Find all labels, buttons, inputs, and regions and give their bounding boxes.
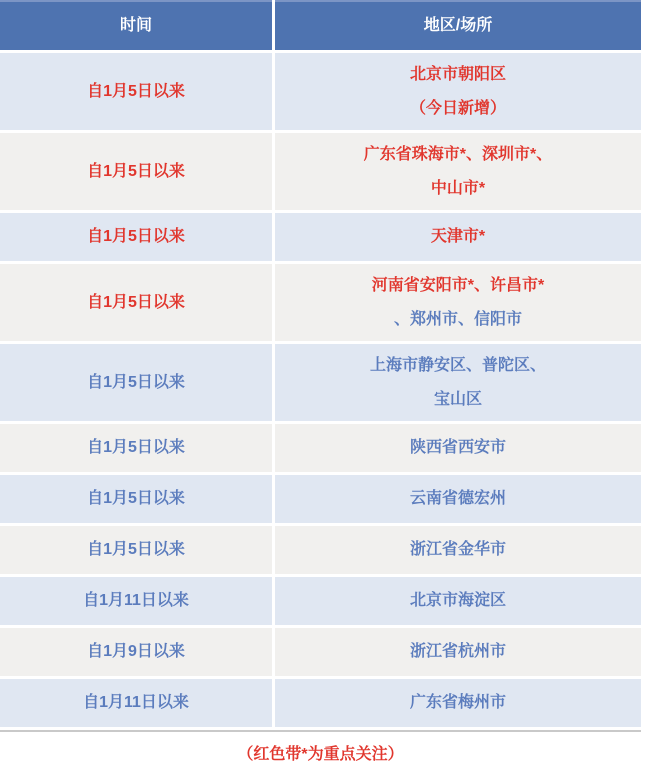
region-line: 北京市朝阳区	[409, 65, 506, 83]
time-cell: 自1月5日以来	[0, 264, 272, 341]
region-cell	[275, 679, 641, 727]
table-row	[0, 53, 641, 130]
table-header-row	[0, 0, 641, 50]
header-cell-time: 时间	[0, 0, 272, 50]
region-cell	[275, 133, 641, 210]
region-line: 天津市*	[430, 228, 486, 245]
time-cell: 自1月5日以来	[0, 475, 272, 523]
table-row	[0, 213, 641, 261]
region-cell	[275, 628, 641, 676]
time-cell: 自1月5日以来	[0, 133, 272, 210]
time-cell: 自1月9日以来	[0, 628, 272, 676]
time-cell: 自1月11日以来	[0, 577, 272, 625]
table-row	[0, 679, 641, 727]
region-cell	[275, 577, 641, 625]
region-line: 、郑州市、信阳市	[393, 310, 522, 328]
table-body	[0, 53, 641, 727]
time-cell: 自1月5日以来	[0, 424, 272, 472]
time-cell: 自1月5日以来	[0, 344, 272, 421]
region-cell	[275, 424, 641, 472]
table-row	[0, 344, 641, 421]
region-cell	[275, 213, 641, 261]
table-row	[0, 133, 641, 210]
region-line: 北京市海淀区	[409, 592, 506, 609]
region-line: 浙江省金华市	[409, 541, 506, 558]
region-line: 云南省德宏州	[409, 490, 506, 507]
region-line: 河南省安阳市*、许昌市*	[371, 276, 545, 294]
region-cell	[275, 264, 641, 341]
region-cell	[275, 53, 641, 130]
time-cell: 自1月5日以来	[0, 53, 272, 130]
region-line: 中山市*	[430, 179, 486, 197]
region-cell	[275, 526, 641, 574]
region-line: 广东省珠海市*、深圳市*、	[363, 145, 553, 163]
time-cell: 自1月5日以来	[0, 526, 272, 574]
table-row	[0, 475, 641, 523]
table-row	[0, 424, 641, 472]
time-cell: 自1月5日以来	[0, 213, 272, 261]
region-cell	[275, 344, 641, 421]
region-line: 陕西省西安市	[409, 439, 506, 456]
region-line: 广东省梅州市	[409, 694, 506, 711]
footer-note: （红色带*为重点关注）	[237, 746, 404, 763]
region-line: 上海市静安区、普陀区、	[369, 356, 546, 374]
table-row	[0, 264, 641, 341]
time-cell: 自1月11日以来	[0, 679, 272, 727]
region-cell	[275, 475, 641, 523]
region-line: 宝山区	[433, 390, 482, 408]
table-row	[0, 577, 641, 625]
region-line: （今日新增）	[409, 99, 506, 117]
region-line: 浙江省杭州市	[409, 643, 506, 660]
header-cell-region: 地区/场所	[275, 0, 641, 50]
table-row	[0, 628, 641, 676]
table-row	[0, 526, 641, 574]
